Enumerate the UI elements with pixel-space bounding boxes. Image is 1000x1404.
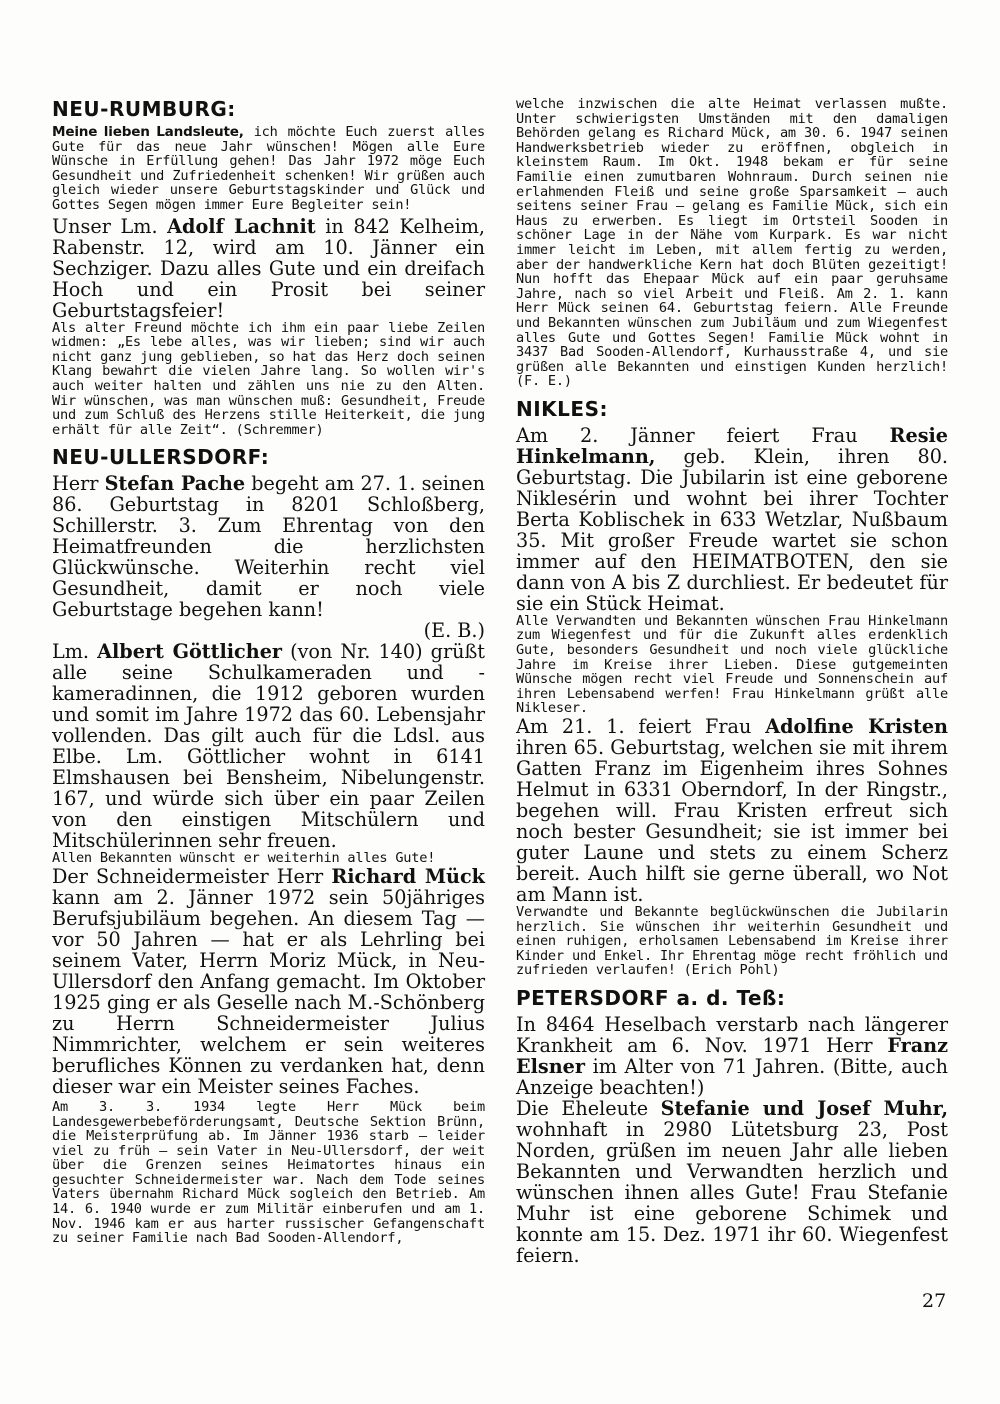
heading-neu-rumburg: NEU-RUMBURG: (52, 97, 236, 121)
name-resie-hinkelmann: Resie Hinkelmann, (516, 423, 948, 468)
lachnit-text-a: Unser Lm. (52, 214, 168, 238)
greeting-lead: Meine lieben Landsleute, (52, 124, 244, 140)
goettlicher-greeting: Allen Bekannten wünscht er weiterhin alles Gute! (52, 850, 436, 867)
left-column (52, 97, 485, 1246)
name-richard-mueck: Richard Mück (331, 864, 485, 888)
lachnit-text-b: in 842 Kelheim, Rabenstr. 12, wird am 10. Jänner ein Sechziger. Dazu alles Gute und ein dreifach Hoch und ein Prosit bei seiner Geburtstagsfeier! (52, 214, 485, 322)
mueck-paragraph (52, 866, 485, 1097)
name-stefanie-josef-muhr: Stefanie und Josef Muhr, (660, 1097, 948, 1120)
mueck-continuation: welche inzwischen die alte Heimat verlassen mußte. Unter schwierigsten Umständen mit den damaligen Behörden gelang es Richard Mück, am 30. 6. 1947 seinen Handwerksbetrieb wieder zu eröffnen, obgleich in kleinstem Raum. Im Okt. 1948 bekam er für seine Familie einen zumutbaren Wohnraum. Durch seinen nie erlahmenden Fleiß und seine große Sparsamkeit — auch seitens seiner Frau — gelang es Familie Mück, sich ein Haus zu erwerben. Es liegt im Ortsteil Sooden in schöner Lage in der Nähe vom Kurpark. Es war nicht immer leicht im Leben, mit allem fertig zu werden, aber der handwerkliche Kern hat doch Blüten gezeitigt! Nun hofft das Ehepaar Mück auf ein paar geruhsame Jahre, nach so viel Arbeit und Fleiß. Am 2. 1. kann Herr Mück seinen 64. Geburtstag feiern. Alle Freunde und Bekannten wünschen zum Jubiläum und zum Wiegenfest alles Gute und Gottes Segen! Familie Mück wohnt in 3437 Bad Sooden-Allendorf, Kurhausstraße 4, und sie grüßen alle Bekannten und einstigen Kunden herzlich! (F. E.) (516, 96, 948, 390)
name-franz-elsner: Franz Elsner (516, 1034, 948, 1078)
goettlicher-text-a: Lm. (52, 640, 98, 664)
kristen-paragraph (516, 716, 948, 905)
mueck-history: Am 3. 3. 1934 legte Herr Mück beim Landesgewerbebeförderungsamt, Deutsche Sektion Brünn, die Meisterprüfung ab. Im Jänner 1936 starb — leider viel zu früh — sein Vater in Neu-Ullersdorf, der weit über die Grenzen seines Heimatortes hinaus ein gesuchter Schneidermeister war. Nach dem Tode seines Vaters übernahm Richard Mück sogleich den Betrieb. Am 14. 6. 1940 wurde er zum Militär einberufen und am 1. Nov. 1946 kam er aus harter russischer Gefangenschaft zu seiner Familie nach Bad Sooden-Allendorf, (52, 1098, 485, 1247)
elsner-text-b: im Alter von 71 Jahren. (Bitte, auch Anzeige beachten!) (516, 1055, 948, 1099)
pache-text-a: Herr (52, 472, 105, 496)
right-column (516, 97, 948, 1266)
hinkelmann-paragraph (516, 425, 948, 614)
kristen-text-a: Am 21. 1. feiert Frau (516, 715, 766, 739)
pache-signature: (E. B.) (423, 619, 485, 643)
name-adolf-lachnit: Adolf Lachnit (167, 214, 316, 238)
kristen-wishes: Verwandte und Bekannte beglückwünschen die Jubilarin herzlich. Sie wünschen ihr weiterhin Gesundheit und einen ruhigen, erholsamen Lebensabend im Kreise ihrer Kinder und Enkel. Ihr Ehrentag möge recht fröhlich und zufrieden verlaufen! (Erich Pohl) (516, 904, 948, 979)
hinkelmann-wishes: Alle Verwandten und Bekannten wünschen Frau Hinkelmann zum Wiegenfest und für die Zukunft alles erdenklich Gute, besonders Gesundheit und noch viele glückliche Jahre im Kreise ihrer Lieben. Diese gutgemeinten Wünsche mögen recht viel Freude und Sonnenschein auf ihren Lebensabend werfen! Frau Hinkelmann grüßt alle Nikleser. (516, 612, 948, 717)
heading-petersdorf: PETERSDORF a. d. Teß: (516, 986, 786, 1010)
name-albert-goettlicher: Albert Göttlicher (97, 640, 283, 664)
goettlicher-paragraph (52, 641, 485, 851)
neu-rumburg-greeting (52, 125, 485, 213)
page-number: 27 (922, 1290, 947, 1312)
heading-neu-ullersdorf: NEU-ULLERSDORF: (52, 445, 270, 470)
poem-paragraph: Als alter Freund möchte ich ihm ein paar liebe Zeilen widmen: „Es lebe alles, was wir lieben; sind wir auch nicht ganz jung geblieben, so hat das Herz doch seinen Klang bewahrt die vielen Jahre lang. So wollen wir's auch weiter halten und zählen uns nie zu den Alten. Wir wünschen, was man wünschen muß: Gesundheit, Freude und zum Schluß des Herzens stille Heiterkeit, die jung erhält für alle Zeit“. (Schremmer) (52, 319, 485, 438)
heading-nikles: NIKLES: (516, 396, 608, 421)
muhr-text-b: wohnhaft in 2980 Lütetsburg 23, Post Norden, grüßen im neuen Jahr alle lieben Bekannten und Verwandten herzlich und wünschen ihnen alles Gute! Frau Stefanie Muhr ist eine geborene Schimek und konnte am 15. Dez. 1971 ihr 60. Wiegenfest feiern. (516, 1118, 948, 1267)
mueck-text-b: kann am 2. Jänner 1972 sein 50jähriges Berufsjubiläum begehen. An diesem Tag — vor 50 Jahren — hat er als Lehrling bei seinem Vater, Herrn Moriz Mück, in Neu-Ullersdorf den Anfang gemacht. Im Oktober 1925 ging er als Geselle nach M.-Schönberg zu Herrn Schneidermeister Julius Nimmrichter, welchem er sein weiteres berufliches Können zu verdanken hat, denn dieser war ein Meister seines Faches. (52, 885, 485, 1098)
elsner-paragraph (516, 1014, 948, 1098)
pache-paragraph (52, 473, 485, 620)
mueck-text-a: Der Schneidermeister Herr (52, 864, 332, 888)
name-stefan-pache: Stefan Pache (104, 472, 246, 496)
lachnit-paragraph (52, 216, 485, 321)
pache-text-b: begeht am 27. 1. seinen 86. Geburtstag in 8201 Schloßberg, Schillerstr. 3. Zum Ehrentag von den Heimatfreunden die herzlichsten Glückwünsche. Weiterhin recht viel Gesundheit, damit er noch viele Geburtstage begehen kann! (52, 472, 485, 622)
hinkelmann-text-a: Am 2. Jänner feiert Frau (516, 423, 890, 447)
goettlicher-text-b: (von Nr. 140) grüßt alle seine Schulkameraden und -kameradinnen, die 1912 geboren wurden und somit im Jahre 1972 das 60. Lebensjahr vollenden. Das gilt auch für die Ldsl. aus Elbe. Lm. Göttlicher wohnt in 6141 Elmshausen bei Bensheim, Nibelungenstr. 167, und würde sich über ein paar Zeilen von den einstigen Mitschülern und Mitschülerinnen sehr freuen. (52, 640, 486, 853)
elsner-text-a: In 8464 Heselbach verstarb nach längerer Krankheit am 6. Nov. 1971 Herr (516, 1013, 948, 1057)
muhr-paragraph (516, 1098, 948, 1266)
kristen-text-b: ihren 65. Geburtstag, welchen sie mit ihrem Gatten Franz im Eigenheim ihres Sohnes Helmut in 6331 Oberndorf, In der Ringstr., begehen will. Frau Kristen erfreut sich noch bester Gesundheit; sie ist immer bei guter Laune und stets zu einem Scherz bereit. Auch hilft sie gerne überall, wo Not am Mann ist. (516, 736, 948, 907)
hinkelmann-text-b: geb. Klein, ihren 80. Geburtstag. Die Jubilarin ist eine geborene Niklesérin und wohnt bei ihrer Tochter Berta Koblischek in 633 Wetzlar, Nußbaum 35. Mit großer Freude wartet sie schon immer auf den HEIMATBOTEN, den sie dann von A bis Z durchliest. Er bedeutet für sie ein Stück Heimat. (516, 444, 948, 615)
greeting-text: ich möchte Euch zuerst alles Gute für das neue Jahr wünschen! Mögen alle Eure Wünsche in Erfüllung gehen! Das Jahr 1972 möge Euch Gesundheit und Zufriedenheit schenken! Wir grüßen auch gleich wieder unsere Geburtstagskinder und Glück und Gottes Segen mögen immer Eure Begleiter sein! (52, 124, 485, 213)
muhr-text-a: Die Eheleute (516, 1097, 661, 1120)
name-adolfine-kristen: Adolfine Kristen (765, 715, 949, 739)
